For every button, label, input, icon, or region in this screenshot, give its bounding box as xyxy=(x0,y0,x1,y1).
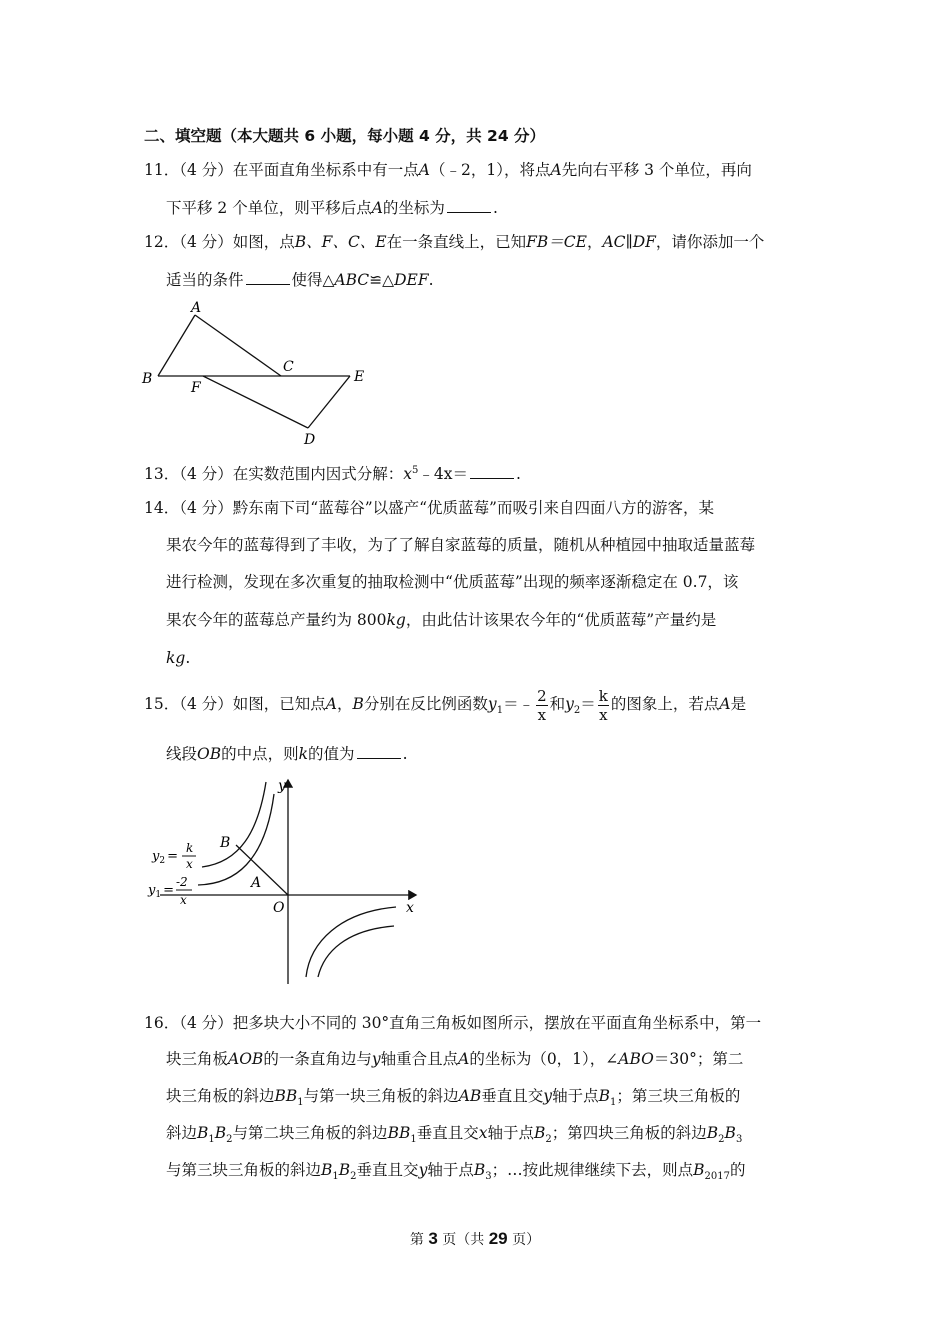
total-pages: 29 xyxy=(488,1229,508,1248)
point-A-label: A xyxy=(251,875,262,891)
answer-blank xyxy=(357,744,401,759)
q16-line4: 斜边$B_1B_2$与第二块三角板的斜边$BB_1$垂直且交x轴于点$B_2$；第四块三角板的斜边$B_2B_3$ xyxy=(166,1124,743,1146)
q16-number: 16． xyxy=(144,1014,180,1032)
current-page-number: 3 xyxy=(428,1229,438,1248)
segment-DE xyxy=(308,376,350,428)
y2-label: $y_2$ = xyxy=(152,849,178,866)
q14-line2: 果农今年的蓝莓得到了丰收，为了了解自家蓝莓的质量，随机从种植园中抽取适量蓝莓 xyxy=(166,536,756,554)
q12-line1: 12．（4 分）如图，点B、F、C、E在一条直线上，已知FB＝CE，AC∥DF，请你添加一个 xyxy=(144,233,765,251)
q12-line2: 适当的条件 使得△ABC≌△DEF. xyxy=(166,271,434,289)
segment-FD xyxy=(203,376,308,428)
y1-denominator: x xyxy=(180,893,187,907)
label-C: C xyxy=(283,359,294,375)
q12-number: 12． xyxy=(144,233,180,251)
section-heading: 二、填空题（本大题共 6 小题，每小题 4 分，共 24 分） xyxy=(144,127,546,145)
curve-lower-inner-branch xyxy=(318,926,394,977)
q16-line2: 块三角板AOB的一条直角边与y轴重合且点A的坐标为（0，1），∠ABO＝30°；第二 xyxy=(166,1050,744,1068)
q14-line5: kg. xyxy=(166,649,191,667)
x-axis-label: x xyxy=(406,900,414,916)
answer-blank xyxy=(470,464,514,479)
y2-denominator: x xyxy=(186,857,193,871)
q15-number: 15． xyxy=(144,695,180,713)
segment-AC xyxy=(195,315,281,376)
curve-y2-branch xyxy=(202,782,266,867)
q12-triangle-figure xyxy=(138,298,378,450)
origin-label: O xyxy=(273,900,285,916)
label-D: D xyxy=(304,432,316,448)
q13-number: 13． xyxy=(144,465,180,483)
label-F: F xyxy=(191,380,201,396)
q14-line3: 进行检测，发现在多次重复的抽取检测中“优质蓝莓”出现的频率逐渐稳定在 0.7，该 xyxy=(166,573,739,591)
q16-line5: 与第三块三角板的斜边$B_1B_2$垂直且交y轴于点$B_3$；…按此规律继续下去，则点$B_{2017}$的 xyxy=(166,1161,746,1183)
q16-line1: 16．（4 分）把多块大小不同的 30°直角三角板如图所示，摆放在平面直角坐标系中，第一 xyxy=(144,1014,762,1032)
page-footer: 第 3 页（共 29 页） xyxy=(409,1229,541,1248)
q11-line2: 下平移 2 个单位，则平移后点A的坐标为 . xyxy=(166,199,498,217)
answer-blank xyxy=(447,198,491,213)
q16-line3: 块三角板的斜边$BB_1$与第一块三角板的斜边AB垂直且交y轴于点$B_1$；第三块三角板的 xyxy=(166,1087,741,1109)
label-B: B xyxy=(142,371,153,387)
fraction-k-over-x: $\frac{k}{x}$ xyxy=(598,686,608,724)
label-A: A xyxy=(191,300,202,316)
segment-OB xyxy=(236,845,288,895)
y1-label: $y_1$ = xyxy=(148,883,174,900)
y-axis-label: y xyxy=(278,778,286,794)
q14-line1: 14．（4 分）黔东南下司“蓝莓谷”以盛产“优质蓝莓”而吸引来自四面八方的游客，某 xyxy=(144,499,714,517)
q15-hyperbola-figure xyxy=(140,772,430,990)
q11-line1: 11．（4 分）在平面直角坐标系中有一点A（﹣2，1），将点A先向右平移 3 个单位，再向 xyxy=(144,161,752,179)
label-E: E xyxy=(354,369,365,385)
q15-line1: 15．（4 分）如图，已知点A，B分别在反比例函数$y_1=﹣$ $\frac{2}{x}$ 和$y_2=$ $\frac{k}{x}$ 的图象上，若点A是 xyxy=(144,686,747,724)
y1-numerator: -2 xyxy=(176,875,188,889)
answer-blank xyxy=(246,270,290,285)
curve-lower-outer-branch xyxy=(306,907,396,977)
q15-line2: 线段OB的中点，则k的值为 . xyxy=(166,745,408,763)
point-B-label: B xyxy=(220,835,231,851)
q13-line: 13．（4 分）在实数范围内因式分解：$x^5﹣4x=$ . xyxy=(144,464,521,483)
q14-line4: 果农今年的蓝莓总产量约为 800kg，由此估计该果农今年的“优质蓝莓”产量约是 xyxy=(166,611,717,629)
fraction-neg2-over-x: $\frac{2}{x}$ xyxy=(537,686,547,724)
y2-numerator: k xyxy=(186,841,194,855)
q14-number: 14． xyxy=(144,499,180,517)
segment-BA xyxy=(158,315,195,376)
q11-number: 11． xyxy=(144,161,180,179)
